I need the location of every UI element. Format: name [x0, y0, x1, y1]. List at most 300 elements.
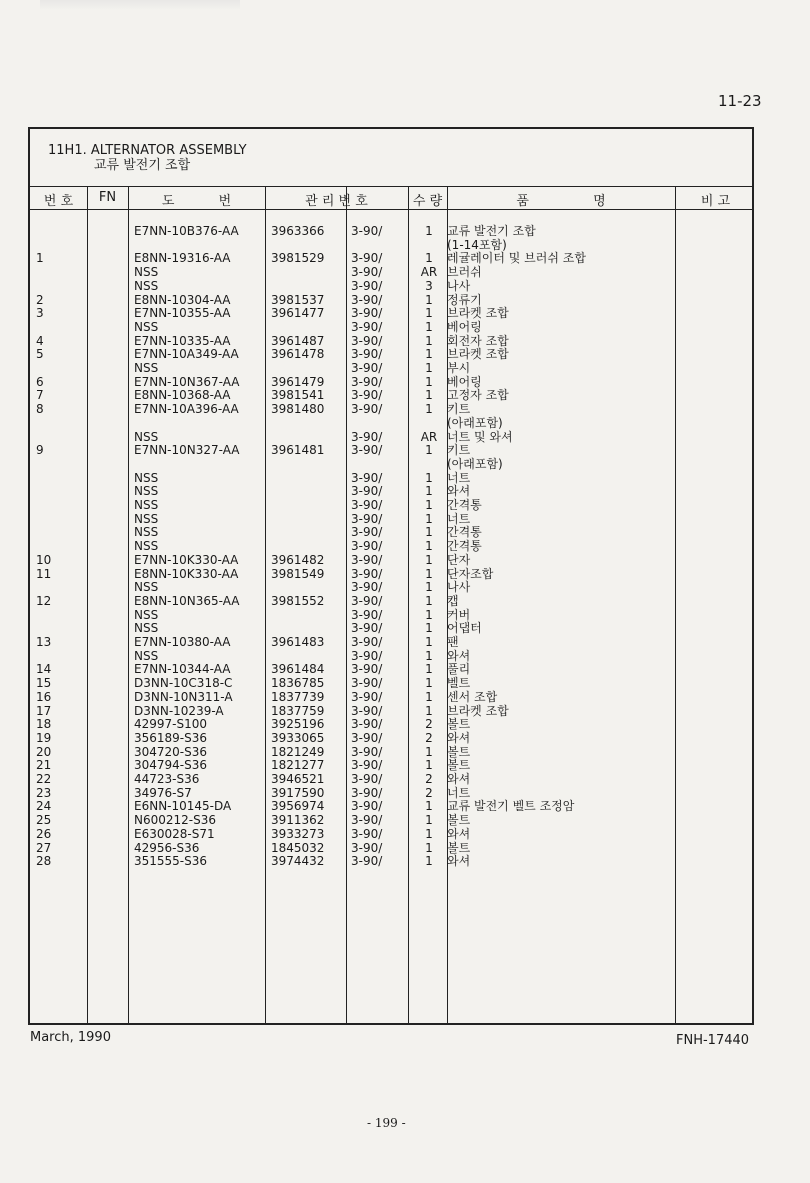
part-name: 브러쉬 [447, 265, 482, 280]
part-name: 회전자 조합 [447, 333, 509, 348]
quantity: 1 [425, 484, 433, 499]
table-row [30, 854, 752, 868]
parts-table [30, 186, 752, 1023]
group-code: 3-90/ [351, 498, 383, 512]
group-code: 3-90/ [351, 703, 383, 718]
group-code: 3-90/ [351, 484, 383, 499]
management-number: 3974432 [271, 854, 325, 869]
drawing-number: NSS [134, 361, 159, 375]
quantity: 1 [425, 470, 433, 485]
group-code: 3-90/ [351, 251, 383, 266]
drawing-number: E7NN-10B376-AA [134, 224, 239, 238]
row-number: 27 [36, 840, 52, 855]
management-number: 3933065 [271, 730, 325, 745]
part-name: 너트 [447, 470, 471, 485]
part-name: 단자 [447, 552, 471, 567]
table-row [30, 745, 752, 759]
part-name: 풀리 [447, 662, 471, 677]
drawing-number: E7NN-10N327-AA [134, 443, 240, 458]
table-row [30, 361, 752, 375]
drawing-number: E7NN-10344-AA [134, 662, 231, 677]
quantity: 2 [425, 717, 433, 732]
table-row [30, 827, 752, 841]
group-code: 3-90/ [351, 717, 383, 732]
table-row [30, 375, 752, 389]
quantity: AR [420, 265, 438, 280]
management-number: 3961479 [271, 374, 325, 389]
group-code: 3-90/ [351, 854, 383, 869]
group-code: 3-90/ [351, 813, 383, 828]
part-name: 간격통 [447, 539, 482, 554]
table-row [30, 279, 752, 293]
management-number: 3961487 [271, 333, 325, 348]
part-name: 부시 [447, 361, 471, 375]
management-number: 1845032 [271, 840, 325, 855]
management-number: 3961481 [271, 443, 325, 458]
row-number: 13 [36, 635, 52, 649]
row-number: 17 [36, 703, 52, 718]
row-number: 15 [36, 676, 52, 691]
row-number: 22 [36, 772, 52, 786]
table-row [30, 306, 752, 320]
management-number: 3961484 [271, 662, 325, 677]
management-number: 3911362 [271, 813, 325, 828]
management-number: 1821277 [271, 758, 325, 773]
row-number: 24 [36, 799, 52, 814]
table-row [30, 567, 752, 581]
management-number: 3961478 [271, 347, 325, 362]
quantity: 1 [425, 703, 433, 718]
table-row [30, 525, 752, 539]
management-number: 3961477 [271, 306, 325, 321]
group-code: 3-90/ [351, 648, 383, 663]
quantity: 1 [425, 840, 433, 855]
part-name: 브라켓 조합 [447, 306, 509, 321]
row-number: 25 [36, 813, 52, 828]
header-name: 품 명 [516, 194, 606, 209]
group-code: 3-90/ [351, 730, 383, 745]
table-row [30, 662, 752, 676]
drawing-number: NSS [134, 539, 159, 554]
management-number: 3981541 [271, 388, 325, 403]
part-name: 와셔 [447, 484, 471, 499]
drawing-number: NSS [134, 470, 159, 485]
table-row [30, 649, 752, 663]
row-number: 5 [36, 347, 44, 362]
drawing-number: 304720-S36 [134, 744, 208, 759]
table-row [30, 553, 752, 567]
table-row [30, 347, 752, 361]
group-code: 3-90/ [351, 635, 383, 649]
part-name: 고정자 조합 [447, 388, 509, 403]
part-name: 나사 [447, 278, 471, 293]
quantity: 1 [425, 607, 433, 622]
quantity: 1 [425, 319, 433, 334]
part-name: 와셔 [447, 648, 471, 663]
part-name: 볼트 [447, 758, 471, 773]
quantity: 1 [425, 402, 433, 417]
group-code: 3-90/ [351, 429, 383, 444]
header-drawing: 도 번 [161, 194, 232, 209]
part-name: 간격통 [447, 525, 482, 540]
group-code: 3-90/ [351, 511, 383, 526]
management-number: 1837759 [271, 703, 325, 718]
quantity: 1 [425, 648, 433, 663]
table-row [30, 402, 752, 416]
row-number: 14 [36, 662, 52, 677]
part-name: 베어링 [447, 319, 482, 334]
part-name: 너트 [447, 785, 471, 800]
row-number: 28 [36, 854, 52, 869]
drawing-number: E8NN-10368-AA [134, 388, 231, 403]
part-name: 나사 [447, 580, 471, 595]
part-name: 간격통 [447, 498, 482, 512]
part-name: (아래포함) [447, 456, 503, 471]
drawing-number: D3NN-10239-A [134, 703, 224, 718]
table-row [30, 484, 752, 498]
part-name: 브라켓 조합 [447, 703, 509, 718]
table-row [30, 580, 752, 594]
part-name: 볼트 [447, 717, 471, 732]
footer-date: March, 1990 [30, 1030, 111, 1045]
group-code: 3-90/ [351, 539, 383, 554]
drawing-number: D3NN-10C318-C [134, 676, 233, 691]
table-row [30, 388, 752, 402]
row-number: 10 [36, 552, 52, 567]
quantity: 1 [425, 813, 433, 828]
drawing-number: E7NN-10335-AA [134, 333, 231, 348]
quantity: 3 [425, 278, 433, 293]
group-code: 3-90/ [351, 525, 383, 540]
group-code: 3-90/ [351, 593, 383, 608]
page-number: 11-23 [718, 92, 762, 110]
table-row [30, 813, 752, 827]
drawing-number: NSS [134, 580, 159, 595]
table-row [30, 717, 752, 731]
part-name: 벨트 [447, 676, 471, 691]
drawing-number: E7NN-10N367-AA [134, 374, 240, 389]
part-name: 정류기 [447, 292, 482, 307]
group-code: 3-90/ [351, 224, 383, 238]
table-row [30, 238, 752, 252]
part-name: 교류 발전기 벨트 조정암 [447, 799, 575, 814]
part-name: 교류 발전기 조합 [447, 224, 536, 238]
drawing-number: 42997-S100 [134, 717, 208, 732]
drawing-number: 44723-S36 [134, 772, 200, 786]
part-name: 키트 [447, 443, 471, 458]
drawing-number: NSS [134, 498, 159, 512]
management-number: 1821249 [271, 744, 325, 759]
header-fn: FN [98, 190, 117, 205]
drawing-number: E8NN-10304-AA [134, 292, 231, 307]
table-row [30, 416, 752, 430]
table-row [30, 594, 752, 608]
drawing-number: E7NN-10A349-AA [134, 347, 239, 362]
group-code: 3-90/ [351, 826, 383, 841]
row-number: 16 [36, 689, 52, 704]
group-code: 3-90/ [351, 744, 383, 759]
quantity: 1 [425, 744, 433, 759]
quantity: 1 [425, 635, 433, 649]
table-row [30, 224, 752, 238]
drawing-number: E7NN-10380-AA [134, 635, 231, 649]
quantity: 1 [425, 826, 433, 841]
quantity: 2 [425, 785, 433, 800]
group-code: 3-90/ [351, 333, 383, 348]
management-number: 3963366 [271, 224, 325, 238]
group-code: 3-90/ [351, 840, 383, 855]
group-code: 3-90/ [351, 785, 383, 800]
management-number: 3981537 [271, 292, 325, 307]
row-number: 6 [36, 374, 44, 389]
drawing-number: NSS [134, 621, 159, 636]
part-name: (1-14포함) [447, 237, 507, 252]
row-number: 3 [36, 306, 44, 321]
management-number: 1837739 [271, 689, 325, 704]
quantity: 1 [425, 758, 433, 773]
section-korean-title: 교류 발전기 조합 [94, 158, 191, 173]
quantity: 1 [425, 306, 433, 321]
table-row [30, 457, 752, 471]
row-number: 26 [36, 826, 52, 841]
section-code-title: 11H1. ALTERNATOR ASSEMBLY [48, 143, 247, 158]
section-title [48, 143, 247, 173]
drawing-number: NSS [134, 525, 159, 540]
table-row [30, 512, 752, 526]
group-code: 3-90/ [351, 361, 383, 375]
row-number: 2 [36, 292, 44, 307]
part-name: 베어링 [447, 374, 482, 389]
group-code: 3-90/ [351, 607, 383, 622]
row-number: 4 [36, 333, 44, 348]
table-row [30, 293, 752, 307]
quantity: 1 [425, 799, 433, 814]
management-number: 3981549 [271, 566, 325, 581]
quantity: 1 [425, 511, 433, 526]
group-code: 3-90/ [351, 347, 383, 362]
drawing-number: NSS [134, 429, 159, 444]
part-name: 볼트 [447, 813, 471, 828]
drawing-number: 42956-S36 [134, 840, 200, 855]
table-row [30, 676, 752, 690]
part-name: 와셔 [447, 826, 471, 841]
group-code: 3-90/ [351, 374, 383, 389]
drawing-number: E8NN-10K330-AA [134, 566, 239, 581]
part-name: 볼트 [447, 840, 471, 855]
header-management: 관 리 번 호 [305, 194, 368, 209]
quantity: 1 [425, 662, 433, 677]
part-name: 키트 [447, 402, 471, 417]
quantity: 1 [425, 854, 433, 869]
group-code: 3-90/ [351, 278, 383, 293]
drawing-number: NSS [134, 607, 159, 622]
drawing-number: 356189-S36 [134, 730, 208, 745]
drawing-number: E7NN-10K330-AA [134, 552, 239, 567]
quantity: 1 [425, 593, 433, 608]
quantity: 1 [425, 361, 433, 375]
table-row [30, 772, 752, 786]
management-number: 3925196 [271, 717, 325, 732]
table-row [30, 539, 752, 553]
quantity: 1 [425, 443, 433, 458]
drawing-number: N600212-S36 [134, 813, 217, 828]
group-code: 3-90/ [351, 566, 383, 581]
quantity: 1 [425, 621, 433, 636]
quantity: 1 [425, 539, 433, 554]
part-name: 캡 [447, 593, 459, 608]
group-code: 3-90/ [351, 292, 383, 307]
part-name: 너트 [447, 511, 471, 526]
part-name: 단자조합 [447, 566, 494, 581]
drawing-number: NSS [134, 278, 159, 293]
table-row [30, 430, 752, 444]
group-code: 3-90/ [351, 799, 383, 814]
group-code: 3-90/ [351, 676, 383, 691]
group-code: 3-90/ [351, 319, 383, 334]
drawing-number: NSS [134, 265, 159, 280]
management-number: 3981552 [271, 593, 325, 608]
row-number: 12 [36, 593, 52, 608]
group-code: 3-90/ [351, 552, 383, 567]
part-name: 와셔 [447, 772, 471, 786]
management-number: 3956974 [271, 799, 325, 814]
row-number: 21 [36, 758, 52, 773]
row-number: 18 [36, 717, 52, 732]
group-code: 3-90/ [351, 580, 383, 595]
quantity: 2 [425, 772, 433, 786]
footer-page-number: - 199 - [367, 1116, 406, 1130]
table-row [30, 251, 752, 265]
management-number: 3933273 [271, 826, 325, 841]
parts-table-frame [28, 127, 754, 1025]
part-name: 센서 조합 [447, 689, 498, 704]
drawing-number: E6NN-10145-DA [134, 799, 232, 814]
management-number: 3917590 [271, 785, 325, 800]
quantity: 1 [425, 498, 433, 512]
drawing-number: E7NN-10355-AA [134, 306, 231, 321]
part-name: 커버 [447, 607, 471, 622]
part-name: 와셔 [447, 730, 471, 745]
group-code: 3-90/ [351, 470, 383, 485]
table-row [30, 471, 752, 485]
table-row [30, 690, 752, 704]
management-number: 3961482 [271, 552, 325, 567]
group-code: 3-90/ [351, 772, 383, 786]
header-no: 번 호 [43, 194, 74, 209]
table-row [30, 731, 752, 745]
quantity: 1 [425, 388, 433, 403]
row-number: 19 [36, 730, 52, 745]
part-name: 와셔 [447, 854, 471, 869]
quantity: 1 [425, 333, 433, 348]
table-row [30, 334, 752, 348]
part-name: 볼트 [447, 744, 471, 759]
drawing-number: NSS [134, 648, 159, 663]
drawing-number: E7NN-10A396-AA [134, 402, 239, 417]
drawing-number: E8NN-10N365-AA [134, 593, 240, 608]
quantity: 1 [425, 292, 433, 307]
group-code: 3-90/ [351, 265, 383, 280]
table-row [30, 758, 752, 772]
quantity: AR [420, 429, 438, 444]
group-code: 3-90/ [351, 689, 383, 704]
table-row [30, 608, 752, 622]
quantity: 1 [425, 552, 433, 567]
quantity: 1 [425, 347, 433, 362]
drawing-number: E630028-S71 [134, 826, 215, 841]
part-name: 브라켓 조합 [447, 347, 509, 362]
table-row [30, 635, 752, 649]
group-code: 3-90/ [351, 306, 383, 321]
drawing-number: D3NN-10N311-A [134, 689, 233, 704]
row-number: 23 [36, 785, 52, 800]
table-row [30, 841, 752, 855]
quantity: 1 [425, 689, 433, 704]
part-name: 어댑터 [447, 621, 482, 636]
row-number: 20 [36, 744, 52, 759]
group-code: 3-90/ [351, 402, 383, 417]
drawing-number: NSS [134, 484, 159, 499]
part-name: 너트 및 와셔 [447, 429, 513, 444]
table-header [30, 187, 752, 210]
table-row [30, 320, 752, 334]
header-remarks: 비 고 [700, 194, 731, 209]
part-name: 팬 [447, 635, 459, 649]
table-row [30, 443, 752, 457]
group-code: 3-90/ [351, 662, 383, 677]
part-name: 레귤레이터 및 브러쉬 조합 [447, 251, 586, 266]
table-row [30, 498, 752, 512]
scan-smudge [40, 0, 240, 10]
row-number: 1 [36, 251, 44, 266]
quantity: 1 [425, 251, 433, 266]
quantity: 1 [425, 374, 433, 389]
management-number: 1836785 [271, 676, 325, 691]
table-row [30, 265, 752, 279]
quantity: 1 [425, 525, 433, 540]
quantity: 1 [425, 224, 433, 238]
row-number: 11 [36, 566, 52, 581]
drawing-number: NSS [134, 511, 159, 526]
footer-doc-number: FNH-17440 [676, 1033, 750, 1048]
row-number: 7 [36, 388, 44, 403]
group-code: 3-90/ [351, 758, 383, 773]
drawing-number: 351555-S36 [134, 854, 208, 869]
drawing-number: 34976-S7 [134, 785, 192, 800]
part-name: (아래포함) [447, 415, 503, 430]
group-code: 3-90/ [351, 388, 383, 403]
drawing-number: E8NN-19316-AA [134, 251, 231, 266]
row-number: 8 [36, 402, 44, 417]
group-code: 3-90/ [351, 443, 383, 458]
quantity: 1 [425, 676, 433, 691]
table-row [30, 621, 752, 635]
quantity: 2 [425, 730, 433, 745]
management-number: 3946521 [271, 772, 325, 786]
quantity: 1 [425, 580, 433, 595]
table-row [30, 704, 752, 718]
table-row [30, 799, 752, 813]
management-number: 3981480 [271, 402, 325, 417]
header-qty: 수 량 [412, 194, 443, 209]
row-number: 9 [36, 443, 44, 458]
group-code: 3-90/ [351, 621, 383, 636]
quantity: 1 [425, 566, 433, 581]
drawing-number: NSS [134, 319, 159, 334]
drawing-number: 304794-S36 [134, 758, 208, 773]
table-row [30, 786, 752, 800]
management-number: 3981529 [271, 251, 325, 266]
